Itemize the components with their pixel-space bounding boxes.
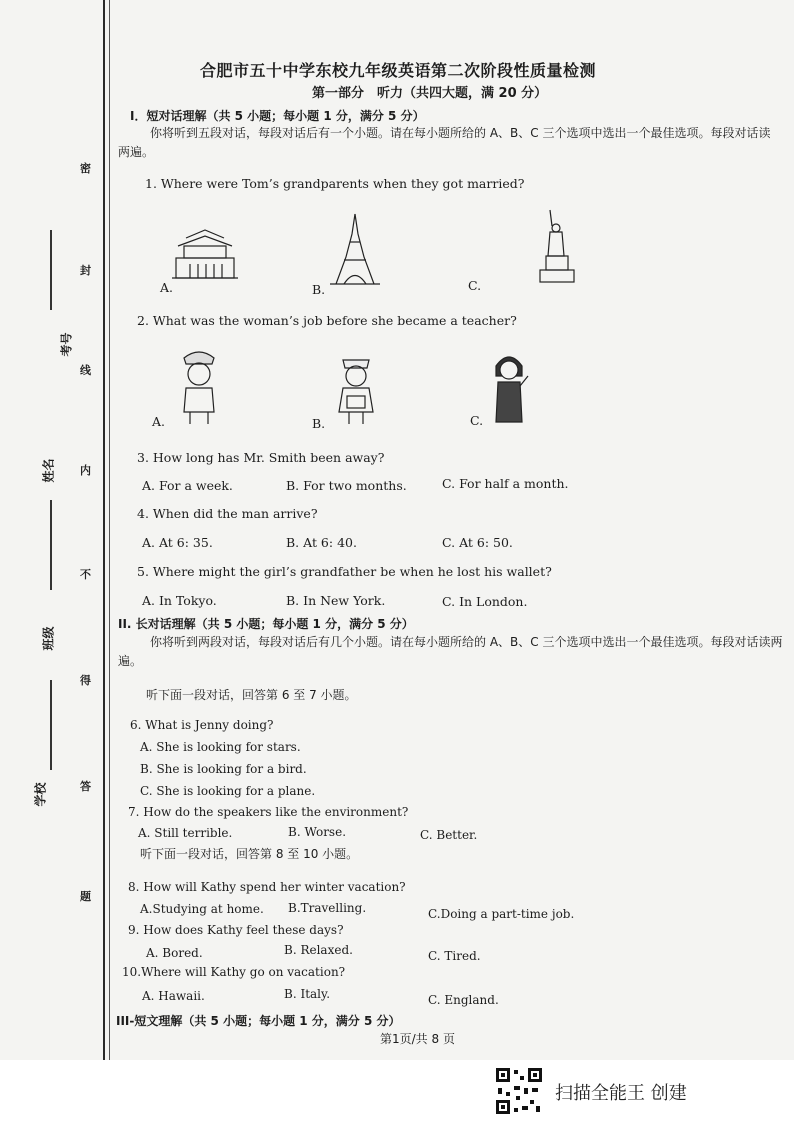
q10-option-a: A. Hawaii. bbox=[142, 989, 205, 1003]
seal-char: 不 bbox=[80, 568, 91, 581]
section-1-instruction: 你将听到五段对话，每段对话后有一个小题。请在每小题所给的 A、B、C 三个选项中选出一个最佳选项。每段对话读两遍。 bbox=[118, 126, 771, 159]
question-10: 10.Where will Kathy go on vacation? bbox=[122, 965, 346, 979]
q7-option-a: A. Still terrible. bbox=[138, 826, 233, 840]
q4-option-b: B. At 6: 40. bbox=[286, 535, 357, 550]
q9-option-a: A. Bored. bbox=[146, 946, 203, 960]
question-8: 8. How will Kathy spend her winter vacation? bbox=[128, 880, 406, 894]
binding-line bbox=[103, 0, 105, 1060]
seal-char: 密 bbox=[80, 162, 91, 175]
field-class: 班级 bbox=[41, 626, 56, 651]
q3-option-a: A. For a week. bbox=[142, 478, 233, 493]
scanner-watermark: 扫描全能王 创建 bbox=[555, 1083, 687, 1104]
q7-option-c: C. Better. bbox=[420, 828, 478, 842]
q8-option-a: A.Studying at home. bbox=[140, 902, 264, 916]
binding-line-inner bbox=[109, 0, 110, 1060]
q1-option-b: B. bbox=[312, 282, 326, 297]
question-5: 5. Where might the girl’s grandfather be when he lost his wallet? bbox=[137, 564, 552, 579]
question-9: 9. How does Kathy feel these days? bbox=[128, 923, 344, 937]
qr-code-icon bbox=[494, 1066, 544, 1116]
q1-option-a: A. bbox=[160, 280, 174, 295]
section-3-heading: III-短文理解（共 5 小题；每小题 1 分，满分 5 分） bbox=[116, 1014, 401, 1028]
section-2-instruction: 你将听到两段对话，每段对话后有几个小题。请在每小题所给的 A、B、C 三个选项中选出一个最佳选项。每段对话读两遍。 bbox=[118, 635, 783, 668]
q6-option-b: B. She is looking for a bird. bbox=[140, 762, 307, 776]
teacher-icon bbox=[486, 346, 532, 428]
question-6: 6. What is Jenny doing? bbox=[130, 718, 274, 732]
question-3: 3. How long has Mr. Smith been away? bbox=[137, 450, 385, 465]
seal-char: 内 bbox=[80, 464, 91, 477]
nurse-icon bbox=[333, 350, 379, 428]
binding-strip bbox=[0, 0, 112, 1060]
statue-of-liberty-icon bbox=[536, 206, 578, 286]
section-2-heading: II. 长对话理解（共 5 小题；每小题 1 分，满分 5 分） bbox=[118, 617, 414, 631]
answer-line bbox=[50, 230, 52, 310]
answer-line bbox=[50, 500, 52, 590]
q5-option-a: A. In Tokyo. bbox=[142, 593, 217, 608]
seal-char: 题 bbox=[80, 890, 91, 903]
seal-char: 得 bbox=[80, 674, 91, 687]
q4-option-a: A. At 6: 35. bbox=[142, 535, 213, 550]
q9-option-c: C. Tired. bbox=[428, 949, 481, 963]
eiffel-tower-icon bbox=[330, 212, 380, 287]
question-1: 1. Where were Tom’s grandparents when they got married? bbox=[145, 176, 525, 191]
q5-option-b: B. In New York. bbox=[286, 593, 386, 608]
q9-option-b: B. Relaxed. bbox=[284, 943, 353, 957]
q1-option-c: C. bbox=[468, 278, 482, 293]
seal-char: 封 bbox=[80, 264, 91, 277]
field-name: 姓名 bbox=[41, 458, 56, 483]
q2-option-a: A. bbox=[152, 414, 166, 429]
q7-option-b: B. Worse. bbox=[288, 825, 347, 839]
dialog-1-prompt: 听下面一段对话，回答第 6 至 7 小题。 bbox=[146, 688, 357, 702]
q8-option-b: B.Travelling. bbox=[288, 901, 367, 915]
q10-option-c: C. England. bbox=[428, 993, 499, 1007]
tiananmen-icon bbox=[170, 228, 240, 283]
field-exam-number: 考号 bbox=[59, 332, 74, 357]
question-7: 7. How do the speakers like the environment? bbox=[128, 805, 409, 819]
q8-option-c: C.Doing a part-time job. bbox=[428, 907, 575, 921]
answer-line bbox=[50, 680, 52, 770]
q3-option-b: B. For two months. bbox=[286, 478, 407, 493]
seal-char: 答 bbox=[80, 780, 91, 793]
q4-option-c: C. At 6: 50. bbox=[442, 535, 513, 550]
q10-option-b: B. Italy. bbox=[284, 987, 331, 1001]
exam-title: 合肥市五十中学东校九年级英语第二次阶段性质量检测 bbox=[200, 61, 597, 80]
field-school: 学校 bbox=[33, 782, 48, 807]
seal-char: 线 bbox=[80, 364, 91, 377]
q5-option-c: C. In London. bbox=[442, 594, 528, 609]
page-number: 第1页/共 8 页 bbox=[380, 1032, 455, 1046]
q3-option-c: C. For half a month. bbox=[442, 476, 569, 491]
q6-option-a: A. She is looking for stars. bbox=[140, 740, 301, 754]
q2-option-c: C. bbox=[470, 413, 484, 428]
dialog-2-prompt: 听下面一段对话，回答第 8 至 10 小题。 bbox=[140, 847, 359, 861]
q2-option-b: B. bbox=[312, 416, 326, 431]
part-heading: 第一部分 听力（共四大题，满 20 分） bbox=[312, 86, 548, 101]
section-1-heading: I．短对话理解（共 5 小题；每小题 1 分，满分 5 分） bbox=[130, 109, 425, 123]
question-2: 2. What was the woman’s job before she became a teacher? bbox=[137, 313, 517, 328]
question-4: 4. When did the man arrive? bbox=[137, 506, 318, 521]
police-officer-icon bbox=[176, 346, 222, 426]
q6-option-c: C. She is looking for a plane. bbox=[140, 784, 316, 798]
